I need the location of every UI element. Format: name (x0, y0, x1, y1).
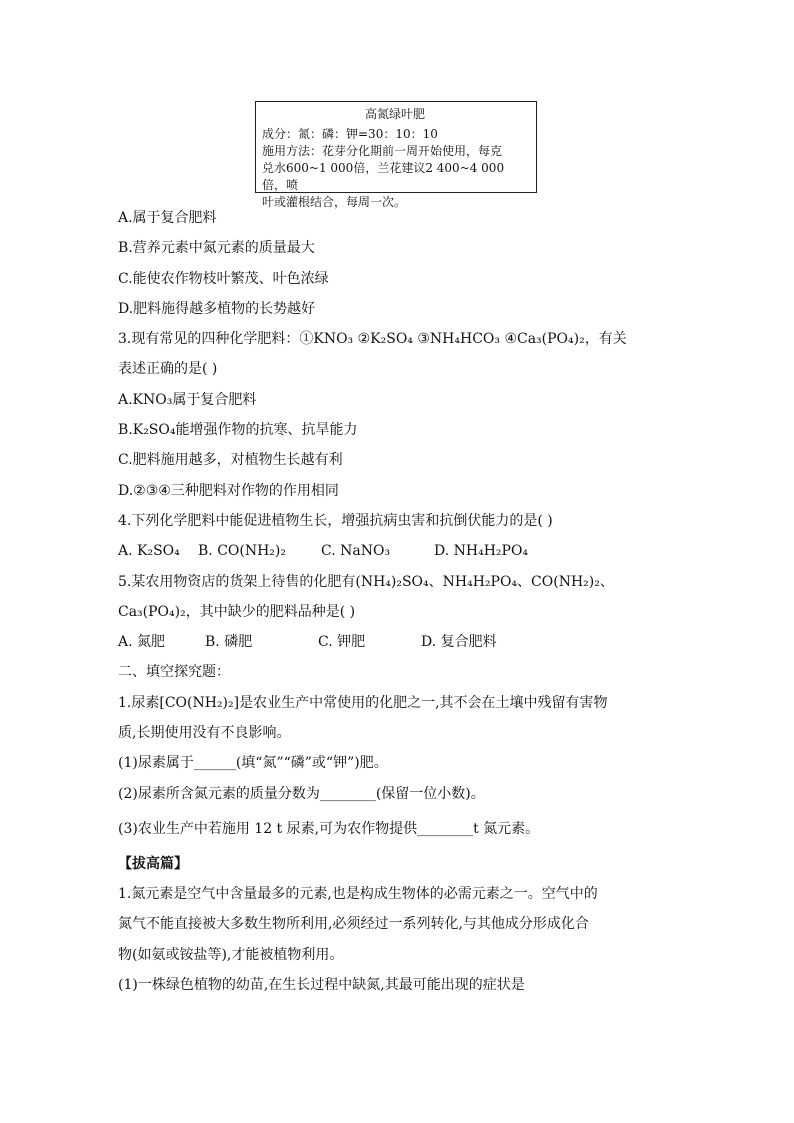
q3-option-b: B.K₂SO₄能增强作物的抗寒、抗旱能力 (118, 422, 358, 439)
q2-option-d: D.肥料施得越多植物的长势越好 (118, 300, 316, 317)
q5-option-b: B. 磷肥 (205, 634, 253, 651)
label-usage-line: 叶或灌根结合，每周一次。 (262, 195, 407, 209)
fill-q1-sub1: (1)尿素属于______(填“氮”“磷”或“钾”)肥。 (118, 755, 388, 772)
q2-option-c: C.能使农作物枝叶繁茂、叶色浓绿 (118, 270, 329, 287)
q4-option-d: D. NH₄H₂PO₄ (434, 543, 529, 560)
q3-option-a: A.KNO₃属于复合肥料 (118, 391, 257, 408)
q5-stem: Ca₃(PO₄)₂，其中缺少的肥料品种是( ) (118, 603, 356, 620)
fill-q1-sub2: (2)尿素所含氮元素的质量分数为________(保留一位小数)。 (118, 785, 485, 802)
advanced-heading: 【拔高篇】 (118, 855, 188, 872)
fill-q1-stem: 质,长期使用没有不良影响。 (118, 725, 291, 742)
fill-q1-sub3: (3)农业生产中若施用 12 t 尿素,可为农作物提供________t 氮元素。 (118, 820, 540, 837)
fill-q1-stem: 1.尿素[CO(NH₂)₂]是农业生产中常使用的化肥之一,其不会在土壤中残留有害物 (118, 694, 608, 711)
q5-option-d: D. 复合肥料 (421, 634, 497, 651)
label-usage-line: 施用方法：花芽分化期前一周开始使用，每克 (262, 144, 503, 158)
q5-option-c: C. 钾肥 (318, 634, 366, 651)
label-usage-line: 兑水600~1 000倍，兰花建议2 400~4 000倍，喷 (262, 161, 505, 192)
q4-option-a: A. K₂SO₄ (118, 543, 180, 560)
q3-option-d: D.②③④三种肥料对作物的作用相同 (118, 482, 339, 499)
label-title: 高氮绿叶肥 (364, 107, 425, 121)
q5-options (118, 627, 678, 657)
fertilizer-label-box (255, 101, 537, 209)
q2-option-a: A.属于复合肥料 (118, 210, 217, 226)
q4-option-c: C. NaNO₃ (321, 543, 391, 560)
q5-option-a: A. 氮肥 (118, 634, 166, 651)
q5-stem: 5.某农用物资店的货架上待售的化肥有(NH₄)₂SO₄、NH₄H₂PO₄、CO(NH₂)₂、 (118, 573, 614, 590)
q3-stem: 表述正确的是( ) (118, 361, 218, 378)
advanced-q1-stem: 氮气不能直接被大多数生物所利用,必须经过一系列转化,与其他成分形成化合 (118, 916, 589, 933)
q4-options (118, 536, 678, 566)
q4-stem: 4.下列化学肥料中能促进植物生长，增强抗病虫害和抗倒伏能力的是( ) (118, 512, 553, 529)
q3-option-c: C.肥料施用越多，对植物生长越有利 (118, 452, 343, 469)
advanced-q1-sub1: (1)一株绿色植物的幼苗,在生长过程中缺氮,其最可能出现的症状是 (118, 976, 525, 993)
advanced-q1-stem: 1.氮元素是空气中含量最多的元素,也是构成生物体的必需元素之一。空气中的 (118, 885, 598, 902)
question-text (118, 203, 678, 1000)
q4-option-b: B. CO(NH₂)₂ (198, 543, 286, 560)
q2-option-b: B.营养元素中氮元素的质量最大 (118, 240, 315, 257)
label-composition: 成分：氮：磷：钾=30：10：10 (262, 127, 438, 141)
advanced-q1-stem: 物(如氨或铵盐等),才能被植物利用。 (118, 946, 344, 963)
q3-stem: 3.现有常见的四种化学肥料：①KNO₃ ②K₂SO₄ ③NH₄HCO₃ ④Ca₃(PO₄)₂，有关 (118, 331, 627, 348)
section-heading: 二、填空探究题： (118, 664, 230, 681)
